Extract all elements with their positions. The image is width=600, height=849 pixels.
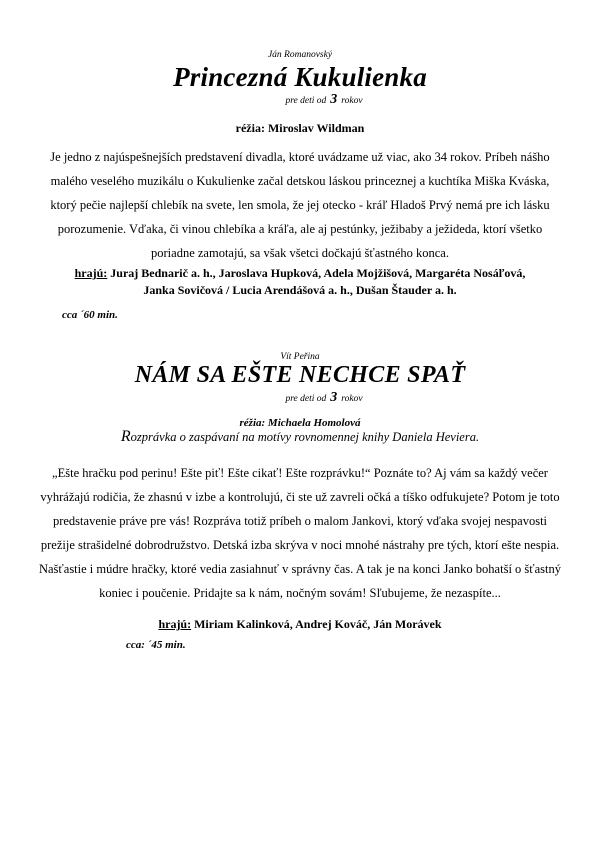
show2-cast bbox=[0, 616, 600, 633]
show2-description bbox=[0, 461, 600, 605]
show2-cast-label: hrajú: bbox=[158, 617, 192, 631]
show2-age bbox=[24, 390, 600, 406]
show1-description-line: poriadne zamotajú, sa však všetci dočkajú šťastného konca. bbox=[151, 246, 449, 260]
show1-cast bbox=[0, 265, 600, 299]
show2-subtitle-initial: R bbox=[120, 428, 131, 445]
show1-description-line: Je jedno z najúspešnejších predstavení divadla, ktoré uvádzame už viac, ako 34 rokov. Príbeh nášho bbox=[50, 150, 550, 164]
show2-description-line: prežije strašidelné dobrodružstvo. Detská izba skrýva v noci mnohé nástrahy pre tých, ktorí ešte nespia. bbox=[40, 538, 560, 552]
show1-description bbox=[0, 145, 600, 265]
show2-description-line: koniec i poučenie. Pridajte sa k nám, nočným sovám! Sľubujeme, že nezaspíte... bbox=[99, 586, 501, 600]
show1-author: Ján Romanovský bbox=[267, 50, 333, 60]
show2-title: NÁM SA EŠTE NECHCE SPAŤ bbox=[134, 362, 466, 388]
show1-age bbox=[24, 92, 600, 108]
show1-description-line: malého veselého muzikálu o Kukulienke začal detskou láskou princeznej a kuchtíka Miška Kváska, bbox=[50, 174, 550, 188]
show1-age-suffix: rokov bbox=[341, 96, 363, 106]
show1-cast-line1: Juraj Bednarič a. h., Jaroslava Hupková, Adela Mojžišová, Margaréta Nosáľová, bbox=[107, 266, 526, 280]
show2-age-number: 3 bbox=[330, 390, 338, 405]
show2-description-line: Našťastie i múdre hračky, ktoré vedia zasiahnuť v správny čas. A tak je na konci Janko bohatší o šťastný bbox=[38, 562, 562, 576]
show1-title: Princezná Kukulienka bbox=[173, 62, 427, 92]
show2-subtitle-text: ozprávka o zaspávaní na motívy rovnomennej knihy Daniela Heviera. bbox=[130, 430, 480, 444]
show1-director: réžia: Miroslav Wildman bbox=[235, 121, 365, 135]
show2-subtitle bbox=[0, 428, 600, 446]
show2-description-line: predstavenie práve pre vás! Rozpráva totiž príbeh o malom Jankovi, ktorý vďaka svojej nespavosti bbox=[52, 514, 548, 528]
show2-cast-line1: Miriam Kalinková, Andrej Kováč, Ján Morávek bbox=[191, 617, 442, 631]
show1-cast-line2: Janka Sovičová / Lucia Arendášová a. h., Dušan Štauder a. h. bbox=[143, 283, 457, 297]
show2-age-prefix: pre deti od bbox=[285, 394, 327, 404]
show2-description-line: vyhrážajú rodičia, že zhasnú v izbe a kontrolujú, či ste už zavreli očká a tíško odfukujete? Potom je toto bbox=[40, 490, 560, 504]
show2-author: Vít Peřina bbox=[280, 352, 320, 362]
show2-description-line: „Ešte hračku pod perinu! Ešte piť! Ešte cikať! Ešte rozprávku!“ Poznáte to? Aj vám sa každý večer bbox=[52, 466, 548, 480]
show1-age-prefix: pre deti od bbox=[285, 96, 327, 106]
show1-cast-label: hrajú: bbox=[74, 266, 108, 280]
show2-duration: cca: ´45 min. bbox=[126, 639, 186, 651]
show1-description-line: porozumenie. Vďaka, či vinou chlebíka a kráľa, ale aj pestúnky, ježibaby a ježideda, ktorí všetko bbox=[57, 222, 543, 236]
show2-director: réžia: Michaela Homolová bbox=[239, 417, 361, 429]
show1-duration: cca ´60 min. bbox=[62, 309, 118, 321]
show1-age-number: 3 bbox=[330, 92, 338, 107]
show2-age-suffix: rokov bbox=[341, 394, 363, 404]
show1-description-line: ktorý pečie najlepší chlebík na svete, len smola, že jej otecko - kráľ Hladoš Prvý nemá pre ich lásku bbox=[50, 198, 550, 212]
